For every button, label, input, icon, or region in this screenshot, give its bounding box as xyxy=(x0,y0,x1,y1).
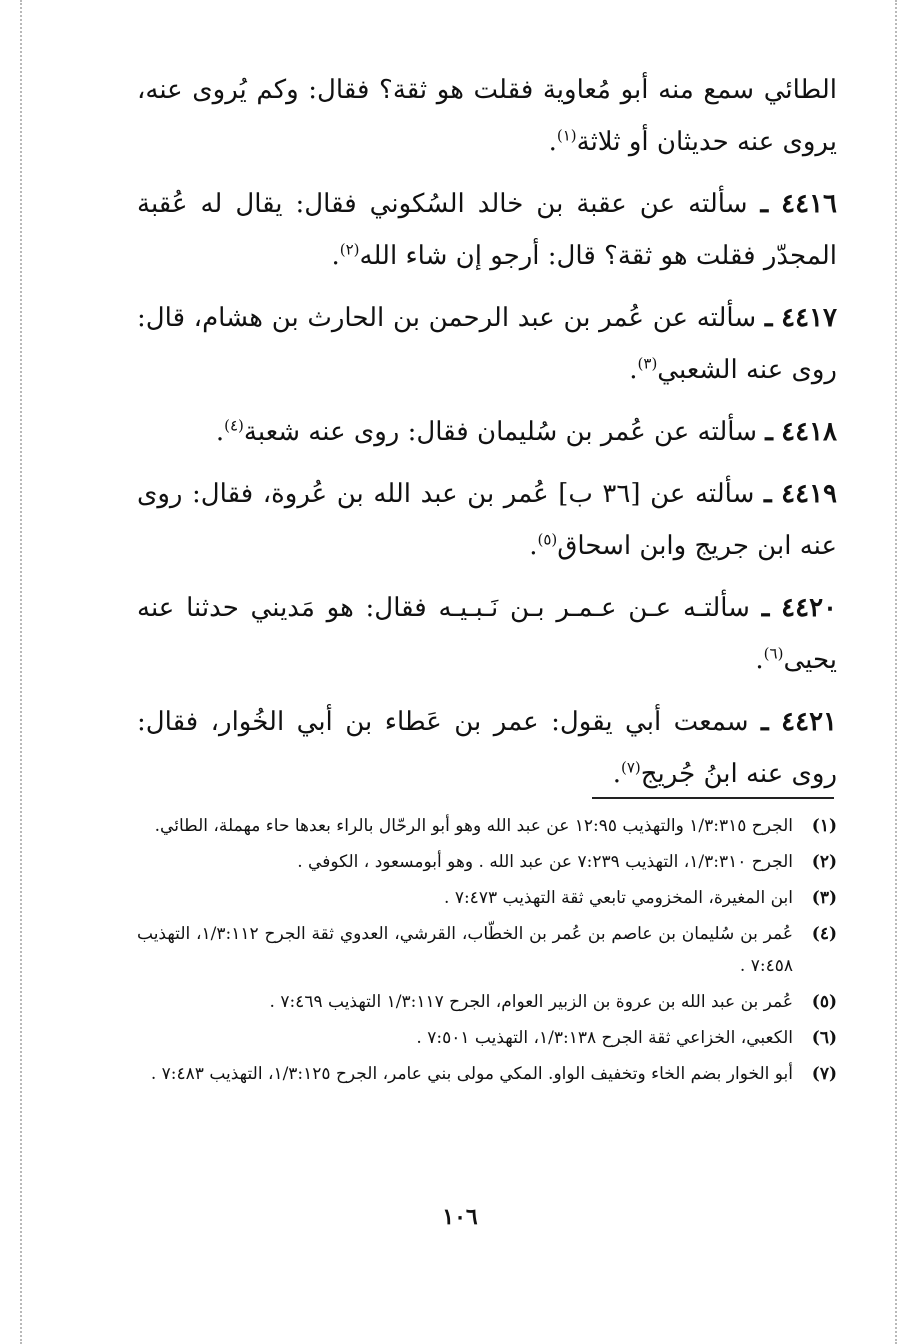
scan-margin-dots-left xyxy=(20,0,22,1344)
paragraph-text: سمعت أبي يقول: عمر بن عَطاء بن أبي الخُوار، فقال: روى عنه ابنُ جُريج xyxy=(137,707,837,789)
entry-dash: ـ xyxy=(761,593,770,623)
footnote-mark: (٧) xyxy=(811,1064,837,1084)
footnote-text: الجرح ١/٣:٣١٥ والتهذيب ١٢:٩٥ عن عبد الله وهو أبو الرحّال بالراء بعدها حاء مهملة، الطائي. xyxy=(154,816,793,836)
paragraph-4419 xyxy=(137,468,837,572)
paragraph-continuation xyxy=(137,64,837,168)
paragraph-end: . xyxy=(331,241,340,271)
paragraph-text: سألتـه عـن عـمـر بـن نَـبـيـه فقال: هو مَديني حدثنا عنه يحيى xyxy=(137,593,837,675)
entry-number: ٤٤١٦ xyxy=(781,189,838,219)
entry-number: ٤٤١٧ xyxy=(781,303,838,333)
paragraph-4416 xyxy=(137,178,837,282)
paragraph-4418 xyxy=(137,406,837,458)
entry-dash: ـ xyxy=(760,189,769,219)
page-number: ١٠٦ xyxy=(442,1204,478,1230)
footnote-mark: (٣) xyxy=(811,888,837,908)
footnote-ref: (٤) xyxy=(224,416,244,435)
entry-number: ٤٤٢١ xyxy=(781,707,838,737)
entry-number: ٤٤١٩ xyxy=(781,479,837,509)
footnote-ref: (٣) xyxy=(637,354,658,373)
entry-number: ٤٤٢٠ xyxy=(781,593,837,623)
paragraph-4421 xyxy=(137,696,837,800)
footnote-mark: (١) xyxy=(811,816,837,836)
footnote-ref: (١) xyxy=(556,126,577,145)
footnote-text: أبو الخوار بضم الخاء وتخفيف الواو. المكي مولى بني عامر، الجرح ١/٣:١٢٥، التهذيب ٧:٤٨٣ . xyxy=(150,1064,793,1084)
paragraph-end: . xyxy=(755,645,764,675)
footnote-ref: (٥) xyxy=(537,530,558,549)
footnote-1 xyxy=(137,810,837,842)
footnote-separator xyxy=(592,797,834,799)
footnote-6 xyxy=(137,1022,837,1054)
entry-dash: ـ xyxy=(761,707,769,737)
paragraph-text: الطائي سمع منه أبو مُعاوية فقلت هو ثقة؟ فقال: وكم يُروى عنه، يروى عنه حديثان أو ثلاثة xyxy=(137,75,837,157)
footnote-text: عُمر بن عبد الله بن عروة بن الزبير العوام، الجرح ١/٣:١١٧ التهذيب ٧:٤٦٩ . xyxy=(269,992,793,1012)
footnote-4 xyxy=(137,918,837,982)
footnote-mark: (٢) xyxy=(811,852,837,872)
paragraph-end: . xyxy=(215,417,225,447)
paragraph-text: سألته عن عقبة بن خالد السُكوني فقال: يقال له عُقبة المجدّر فقلت هو ثقة؟ قال: أرجو إن شاء الله xyxy=(137,189,837,271)
paragraph-text: سألته عن عُمر بن سُليمان فقال: روى عنه شعبة xyxy=(243,417,757,447)
footnote-mark: (٥) xyxy=(811,992,837,1012)
footnote-3 xyxy=(137,882,837,914)
footnote-2 xyxy=(137,846,837,878)
footnote-ref: (٢) xyxy=(339,240,360,259)
footnote-text: ابن المغيرة، المخزومي تابعي ثقة التهذيب ٧:٤٧٣ . xyxy=(444,888,793,908)
paragraph-end: . xyxy=(548,127,557,157)
paragraph-end: . xyxy=(529,531,538,561)
paragraph-4420 xyxy=(137,582,837,686)
footnotes xyxy=(137,810,837,1094)
entry-dash: ـ xyxy=(765,417,773,447)
paragraph-text: سألته عن [٣٦ ب] عُمر بن عبد الله بن عُروة، فقال: روى عنه ابن جريج وابن اسحاق xyxy=(137,479,837,561)
main-text xyxy=(137,64,837,810)
footnote-text: عُمر بن سُليمان بن عاصم بن عُمر بن الخطّاب، القرشي، العدوي ثقة الجرح ١/٣:١١٢، التهذيب ٧:٤٥٨ . xyxy=(137,924,794,976)
footnote-ref: (٧) xyxy=(620,758,641,777)
paragraph-4417 xyxy=(137,292,837,396)
entry-dash: ـ xyxy=(764,303,773,333)
paragraph-end: . xyxy=(612,759,621,789)
footnote-mark: (٦) xyxy=(811,1028,837,1048)
footnote-5 xyxy=(137,986,837,1018)
paragraph-text: سألته عن عُمر بن عبد الرحمن بن الحارث بن هشام، قال: روى عنه الشعبي xyxy=(137,303,837,385)
footnote-mark: (٤) xyxy=(811,924,837,944)
entry-dash: ـ xyxy=(763,479,772,509)
entry-number: ٤٤١٨ xyxy=(781,417,837,447)
footnote-text: الكعبي، الخزاعي ثقة الجرح ١/٣:١٣٨، التهذيب ٧:٥٠١ . xyxy=(416,1028,793,1048)
footnote-ref: (٦) xyxy=(763,644,784,663)
paragraph-end: . xyxy=(629,355,638,385)
footnote-text: الجرح ١/٣:٣١٠، التهذيب ٧:٢٣٩ عن عبد الله . وهو أبومسعود ، الكوفي . xyxy=(297,852,793,872)
footnote-7 xyxy=(137,1058,837,1090)
scan-margin-dots-right xyxy=(895,0,897,1344)
